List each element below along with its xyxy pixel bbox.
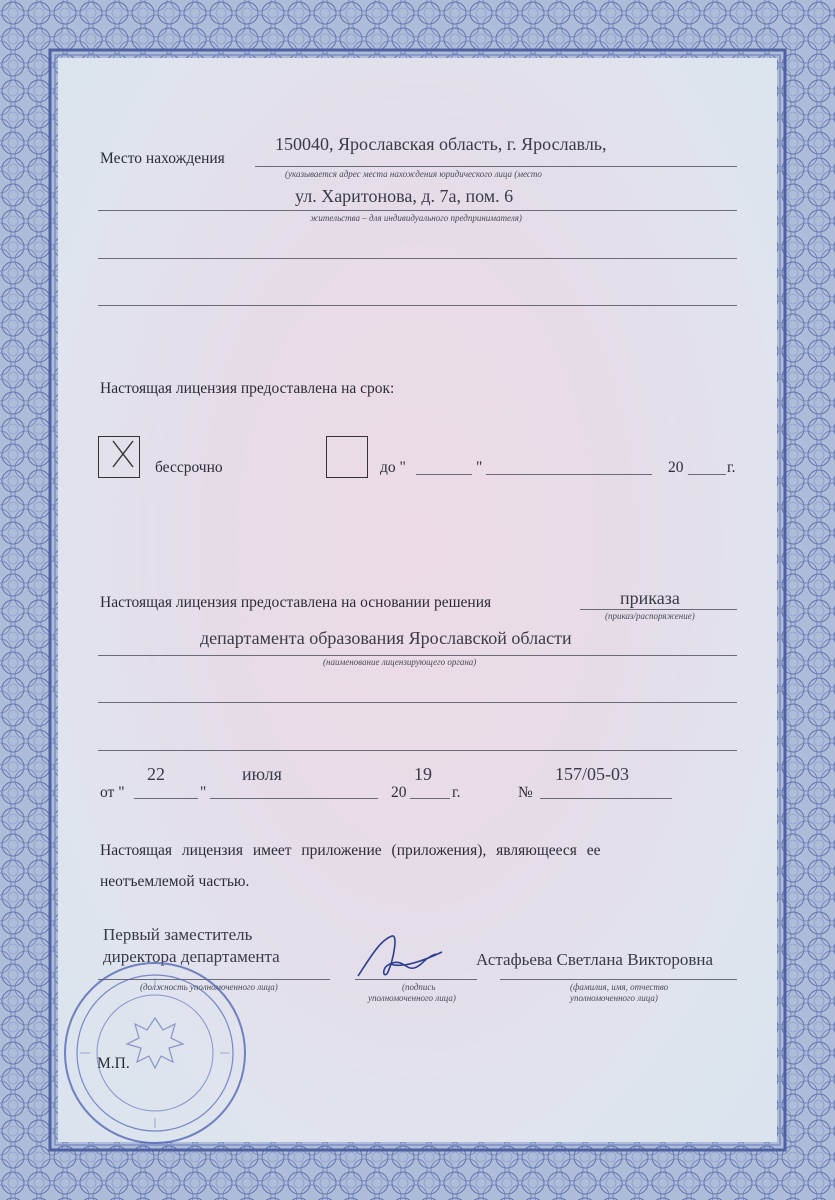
seal-label: М.П. [97, 1055, 130, 1072]
decision-hint: (приказ/распоряжение) [605, 611, 695, 621]
order-number-line [540, 798, 672, 799]
decision-underline [580, 609, 737, 610]
until-month-line [486, 474, 652, 475]
signature-hint-1: (подпись [402, 982, 436, 992]
order-number-label: № [518, 784, 533, 801]
order-year-prefix: 20 [391, 784, 407, 801]
authority-underline-3 [98, 750, 737, 751]
signature-underline [355, 979, 477, 980]
location-underline-2 [98, 210, 737, 211]
until-year-prefix: 20 [668, 459, 684, 476]
signatory-position-2: директора департамента [103, 947, 280, 966]
until-year-line [688, 474, 726, 475]
signature-hint-2: уполномоченного лица) [368, 993, 456, 1003]
position-hint: (должность уполномоченного лица) [140, 982, 278, 992]
location-underline-1 [255, 166, 737, 167]
order-number: 157/05-03 [555, 764, 629, 784]
name-underline [500, 979, 737, 980]
signatory-name: Астафьева Светлана Викторовна [476, 950, 714, 969]
name-hint-1: (фамилия, имя, отчество [570, 982, 669, 992]
location-line1: 150040, Ярославская область, г. Ярославль, [275, 134, 607, 154]
authority-underline [98, 655, 737, 656]
appendix-line2: неотъемлемой частью. [100, 873, 250, 890]
order-month-line [210, 798, 378, 799]
checkmark-x-icon [99, 437, 139, 477]
until-label: до " [380, 459, 406, 476]
decision-type: приказа [620, 588, 680, 608]
order-from-label: от " [100, 784, 125, 801]
order-day: 22 [147, 764, 165, 784]
basis-heading: Настоящая лицензия предоставлена на основании решения [100, 594, 492, 611]
location-underline-3 [98, 258, 737, 259]
until-day-line [416, 474, 472, 475]
location-label: Место нахождения [100, 150, 225, 167]
location-line2: ул. Харитонова, д. 7а, пом. 6 [295, 186, 514, 206]
signatory-position-1: Первый заместитель [103, 925, 253, 944]
authority-hint: (наименование лицензирующего органа) [323, 657, 477, 667]
unlimited-checkbox [98, 436, 140, 478]
appendix-line1: Настоящая лицензия имеет приложение (приложения), являющееся ее [100, 842, 601, 859]
until-quote-close: " [476, 459, 483, 476]
order-month: июля [242, 764, 282, 784]
order-year-suffix: г. [452, 784, 461, 801]
authority-name: департамента образования Ярославской области [200, 628, 572, 648]
order-quote-close: " [200, 784, 207, 801]
order-year-line [410, 798, 450, 799]
order-year: 19 [414, 764, 432, 784]
authority-underline-2 [98, 702, 737, 703]
until-checkbox [326, 436, 368, 478]
name-hint-2: уполномоченного лица) [570, 993, 658, 1003]
until-year-suffix: г. [727, 459, 736, 476]
location-hint-1: (указывается адрес места нахождения юридического лица (место [285, 169, 542, 179]
location-hint-2: жительства – для индивидуального предпринимателя) [310, 213, 522, 223]
official-seal [60, 958, 250, 1148]
location-underline-4 [98, 305, 737, 306]
order-day-line [134, 798, 198, 799]
unlimited-label: бессрочно [155, 459, 223, 476]
term-heading: Настоящая лицензия предоставлена на срок: [100, 380, 395, 397]
